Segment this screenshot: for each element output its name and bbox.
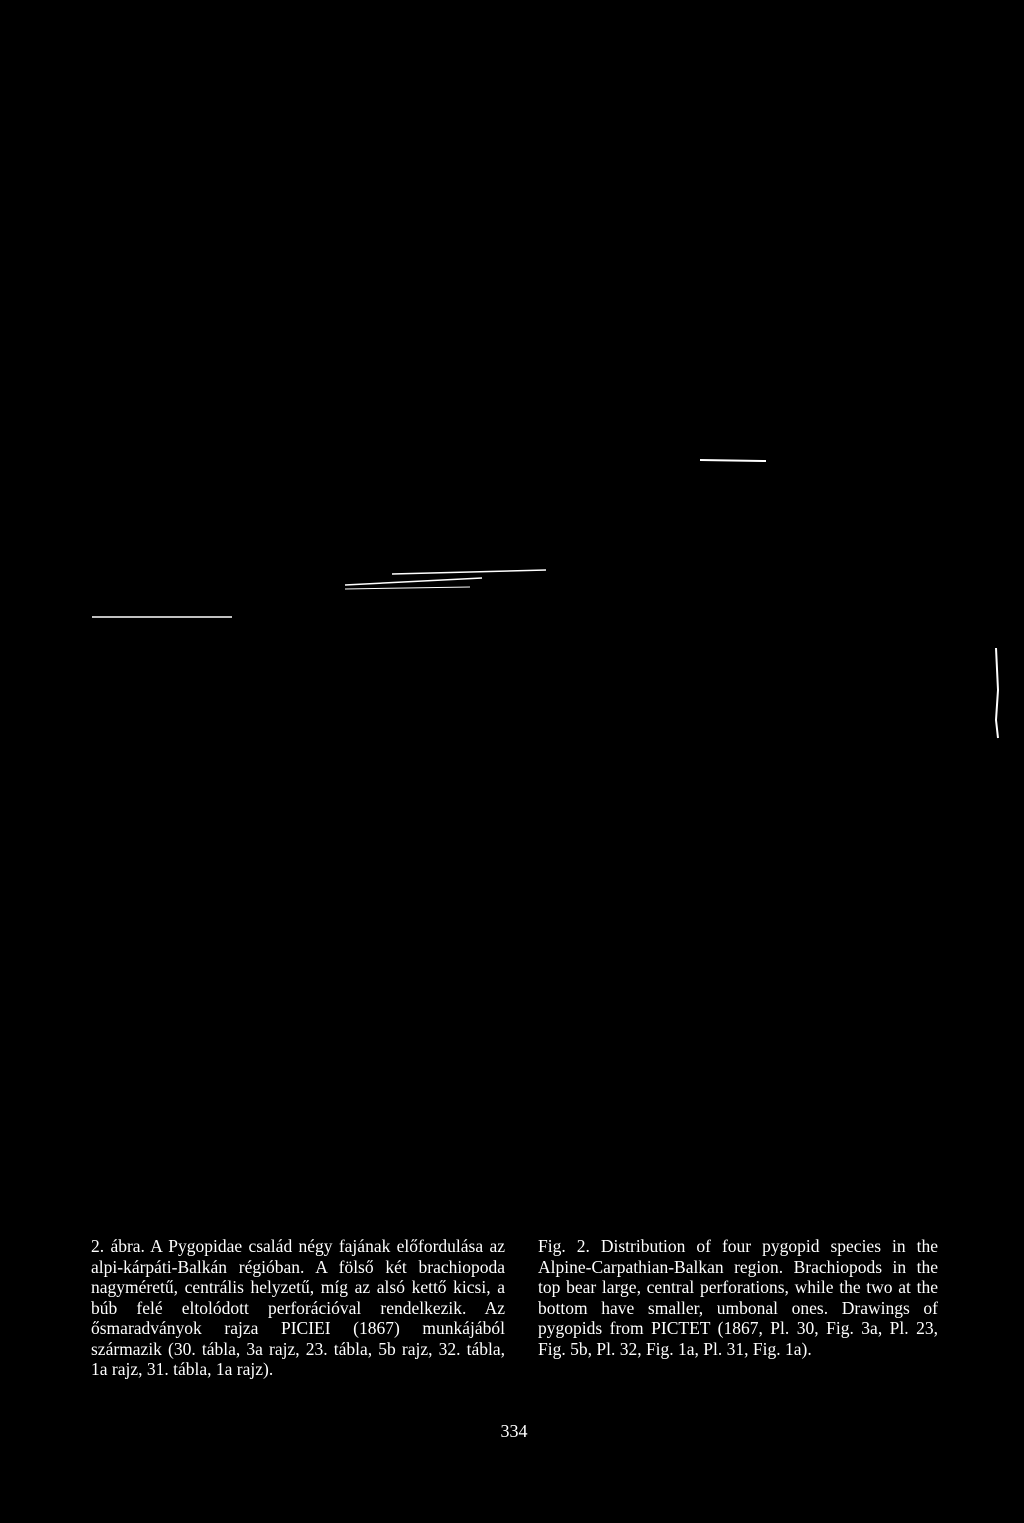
scan-mark-right-edge xyxy=(996,648,998,738)
scan-mark-center-upper xyxy=(392,570,546,574)
scan-mark-top-right xyxy=(700,460,766,461)
scan-mark-center-lower xyxy=(345,587,470,589)
caption-english: Fig. 2. Distribution of four pygopid species in the Alpine-Carpathian-Balkan region. Brachiopods in the top bear large, central perforations, while the two at the bottom have smaller, umbonal ones. Drawings of pygopids from PICTET (1867, Pl. 30, Fig. 3a, Pl. 23, Fig. 5b, Pl. 32, Fig. 1a, Pl. 31, Fig. 1a). xyxy=(538,1236,938,1359)
page-number: 334 xyxy=(500,1421,528,1441)
caption-hungarian: 2. ábra. A Pygopidae család négy fajának előfordulása az alpi-kárpáti-Balkán régióban. A fölső két brachiopoda nagyméretű, centrális helyzetű, míg az alsó kettő kicsi, a búb felé eltolódott perforációval rendelkezik. Az ősmaradványok rajza PICIEI (1867) munkájából származik (30. tábla, 3a rajz, 23. tábla, 5b rajz, 32. tábla, 1a rajz, 31. tábla, 1a rajz). xyxy=(91,1236,505,1379)
scan-mark-center-mid xyxy=(345,578,482,585)
